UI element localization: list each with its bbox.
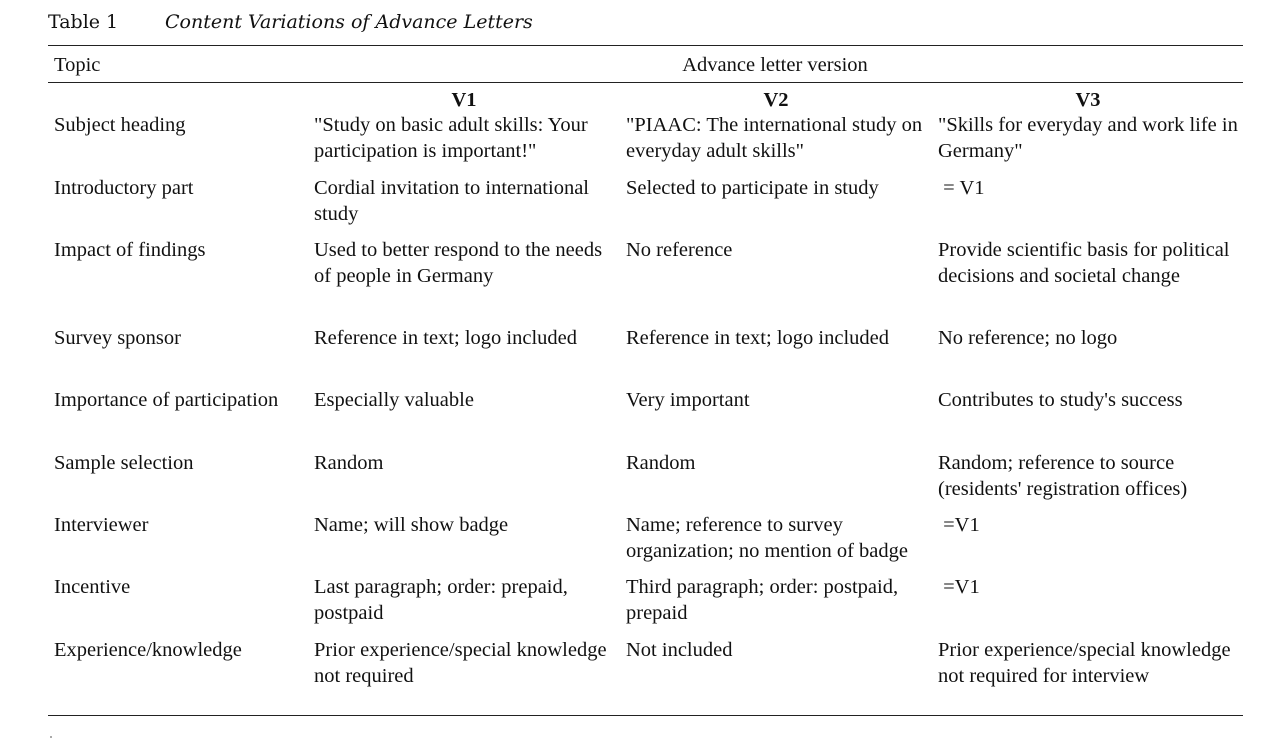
row-v2: "PIAAC: The international study on everyday adult skills" [626,114,923,162]
row-topic: Interviewer [54,514,149,536]
row-v3: Provide scientific basis for political decisions and societal change [938,239,1230,287]
version-header-v3: V3 [1075,89,1101,111]
row-topic: Experience/knowledge [54,639,242,661]
row-v1: Especially valuable [314,389,474,411]
row-v2: Random [626,452,696,474]
row-v1: "Study on basic adult skills: Your participation is important!" [314,114,588,162]
row-v1: Reference in text; logo included [314,327,577,349]
table-caption [48,8,533,36]
row-v3: =V1 [938,576,980,598]
row-topic: Survey sponsor [54,327,181,349]
row-v2: Third paragraph; order: postpaid, prepaid [626,576,899,624]
row-v1: Used to better respond to the needs of people in Germany [314,239,603,287]
header-rule [48,82,1243,83]
row-v2: Very important [626,389,750,411]
row-topic: Sample selection [54,452,194,474]
version-header-v1: V1 [451,89,477,111]
row-v2: Reference in text; logo included [626,327,889,349]
bottom-rule [48,715,1243,716]
row-topic: Incentive [54,576,131,598]
row-topic: Importance of participation [54,389,279,411]
row-v3: Random; reference to source (residents' registration offices) [938,452,1188,500]
row-v3: = V1 [938,177,985,199]
table-title: Content Variations of Advance Letters [165,11,533,33]
row-v1: Random [314,452,384,474]
row-v1: Prior experience/special knowledge not required [314,639,607,687]
row-v3: =V1 [938,514,980,536]
row-topic: Impact of findings [54,239,206,261]
row-topic: Introductory part [54,177,194,199]
row-v1: Cordial invitation to international study [314,177,589,225]
top-rule [48,45,1243,46]
row-v3: Prior experience/special knowledge not required for interview [938,639,1231,687]
row-v2: Not included [626,639,733,661]
page-mark [50,736,52,738]
row-v2: Selected to participate in study [626,177,879,199]
row-v2: Name; reference to survey organization; no mention of badge [626,514,908,562]
header-topic: Topic [54,54,101,76]
row-topic: Subject heading [54,114,186,136]
version-header-v2: V2 [763,89,789,111]
row-v3: No reference; no logo [938,327,1118,349]
row-v1: Name; will show badge [314,514,509,536]
header-version-group: Advance letter version [682,54,868,76]
table-number: Table 1 [48,11,119,33]
row-v2: No reference [626,239,733,261]
row-v1: Last paragraph; order: prepaid, postpaid [314,576,568,624]
row-v3: "Skills for everyday and work life in Germany" [938,114,1238,162]
row-v3: Contributes to study's success [938,389,1183,411]
